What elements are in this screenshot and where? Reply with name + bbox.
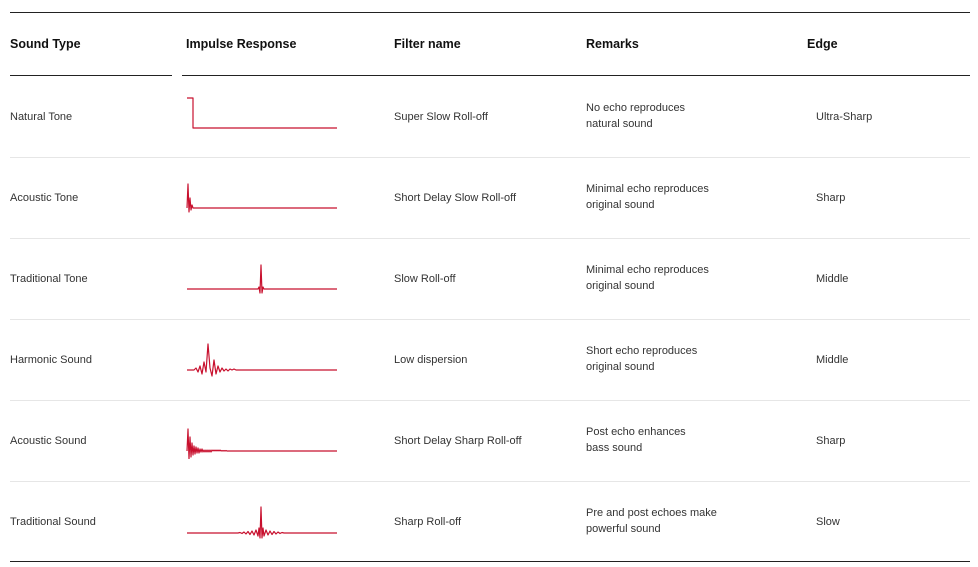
remarks-line: No echo reproduces bbox=[586, 102, 686, 114]
remarks-line: Pre and post echoes make bbox=[586, 507, 717, 519]
table-row bbox=[10, 158, 970, 239]
remarks-line: Post echo enhances bbox=[586, 426, 686, 438]
sound-type-cell: Acoustic Sound bbox=[10, 435, 87, 447]
table-row bbox=[10, 401, 970, 482]
header-filter-name: Filter name bbox=[394, 37, 461, 51]
low-dispersion-icon bbox=[186, 334, 342, 378]
edge-cell: Ultra-Sharp bbox=[816, 111, 873, 123]
table-row bbox=[10, 482, 970, 563]
remarks-line: powerful sound bbox=[586, 523, 661, 535]
super-slow-rolloff-icon bbox=[186, 91, 342, 135]
remarks-cell bbox=[586, 181, 709, 213]
edge-cell: Middle bbox=[816, 273, 849, 285]
filter-name-cell: Short Delay Sharp Roll-off bbox=[394, 435, 522, 447]
header-edge: Edge bbox=[807, 37, 838, 51]
header-sound-type: Sound Type bbox=[10, 37, 81, 51]
short-delay-sharp-rolloff-icon bbox=[186, 415, 342, 459]
filter-name-cell: Short Delay Slow Roll-off bbox=[394, 192, 517, 204]
remarks-line: Minimal echo reproduces bbox=[586, 183, 709, 195]
remarks-line: bass sound bbox=[586, 442, 643, 454]
table-top-rule bbox=[10, 12, 970, 13]
remarks-line: Minimal echo reproduces bbox=[586, 264, 709, 276]
table-row bbox=[10, 239, 970, 320]
remarks-line: original sound bbox=[586, 361, 655, 373]
sound-type-cell: Acoustic Tone bbox=[10, 192, 79, 204]
remarks-line: natural sound bbox=[586, 118, 653, 130]
edge-cell: Sharp bbox=[816, 435, 846, 447]
filter-name-cell: Slow Roll-off bbox=[394, 273, 456, 285]
remarks-cell bbox=[586, 505, 717, 537]
header-rule-left bbox=[10, 75, 172, 76]
remarks-cell bbox=[586, 262, 709, 294]
remarks-line: original sound bbox=[586, 280, 655, 292]
header-rule-right bbox=[182, 75, 970, 76]
slow-rolloff-icon bbox=[186, 253, 342, 297]
remarks-cell bbox=[586, 343, 697, 375]
header-impulse-response: Impulse Response bbox=[186, 37, 297, 51]
header-remarks: Remarks bbox=[586, 37, 639, 51]
filter-name-cell: Low dispersion bbox=[394, 354, 468, 366]
edge-cell: Sharp bbox=[816, 192, 846, 204]
sound-type-cell: Traditional Tone bbox=[10, 273, 88, 285]
remarks-line: Short echo reproduces bbox=[586, 345, 698, 357]
edge-cell: Slow bbox=[816, 516, 840, 528]
filter-name-cell: Sharp Roll-off bbox=[394, 516, 462, 528]
filter-name-cell: Super Slow Roll-off bbox=[394, 111, 488, 123]
sharp-rolloff-icon bbox=[186, 496, 342, 540]
sound-type-cell: Traditional Sound bbox=[10, 516, 96, 528]
remarks-cell bbox=[586, 424, 686, 456]
short-delay-slow-rolloff-icon bbox=[186, 172, 342, 216]
table-row bbox=[10, 320, 970, 401]
table-row bbox=[10, 77, 970, 158]
remarks-cell bbox=[586, 100, 685, 132]
sound-type-cell: Harmonic Sound bbox=[10, 354, 92, 366]
table-bottom-rule bbox=[10, 561, 970, 562]
sound-type-cell: Natural Tone bbox=[10, 111, 73, 123]
remarks-line: original sound bbox=[586, 199, 655, 211]
edge-cell: Middle bbox=[816, 354, 849, 366]
